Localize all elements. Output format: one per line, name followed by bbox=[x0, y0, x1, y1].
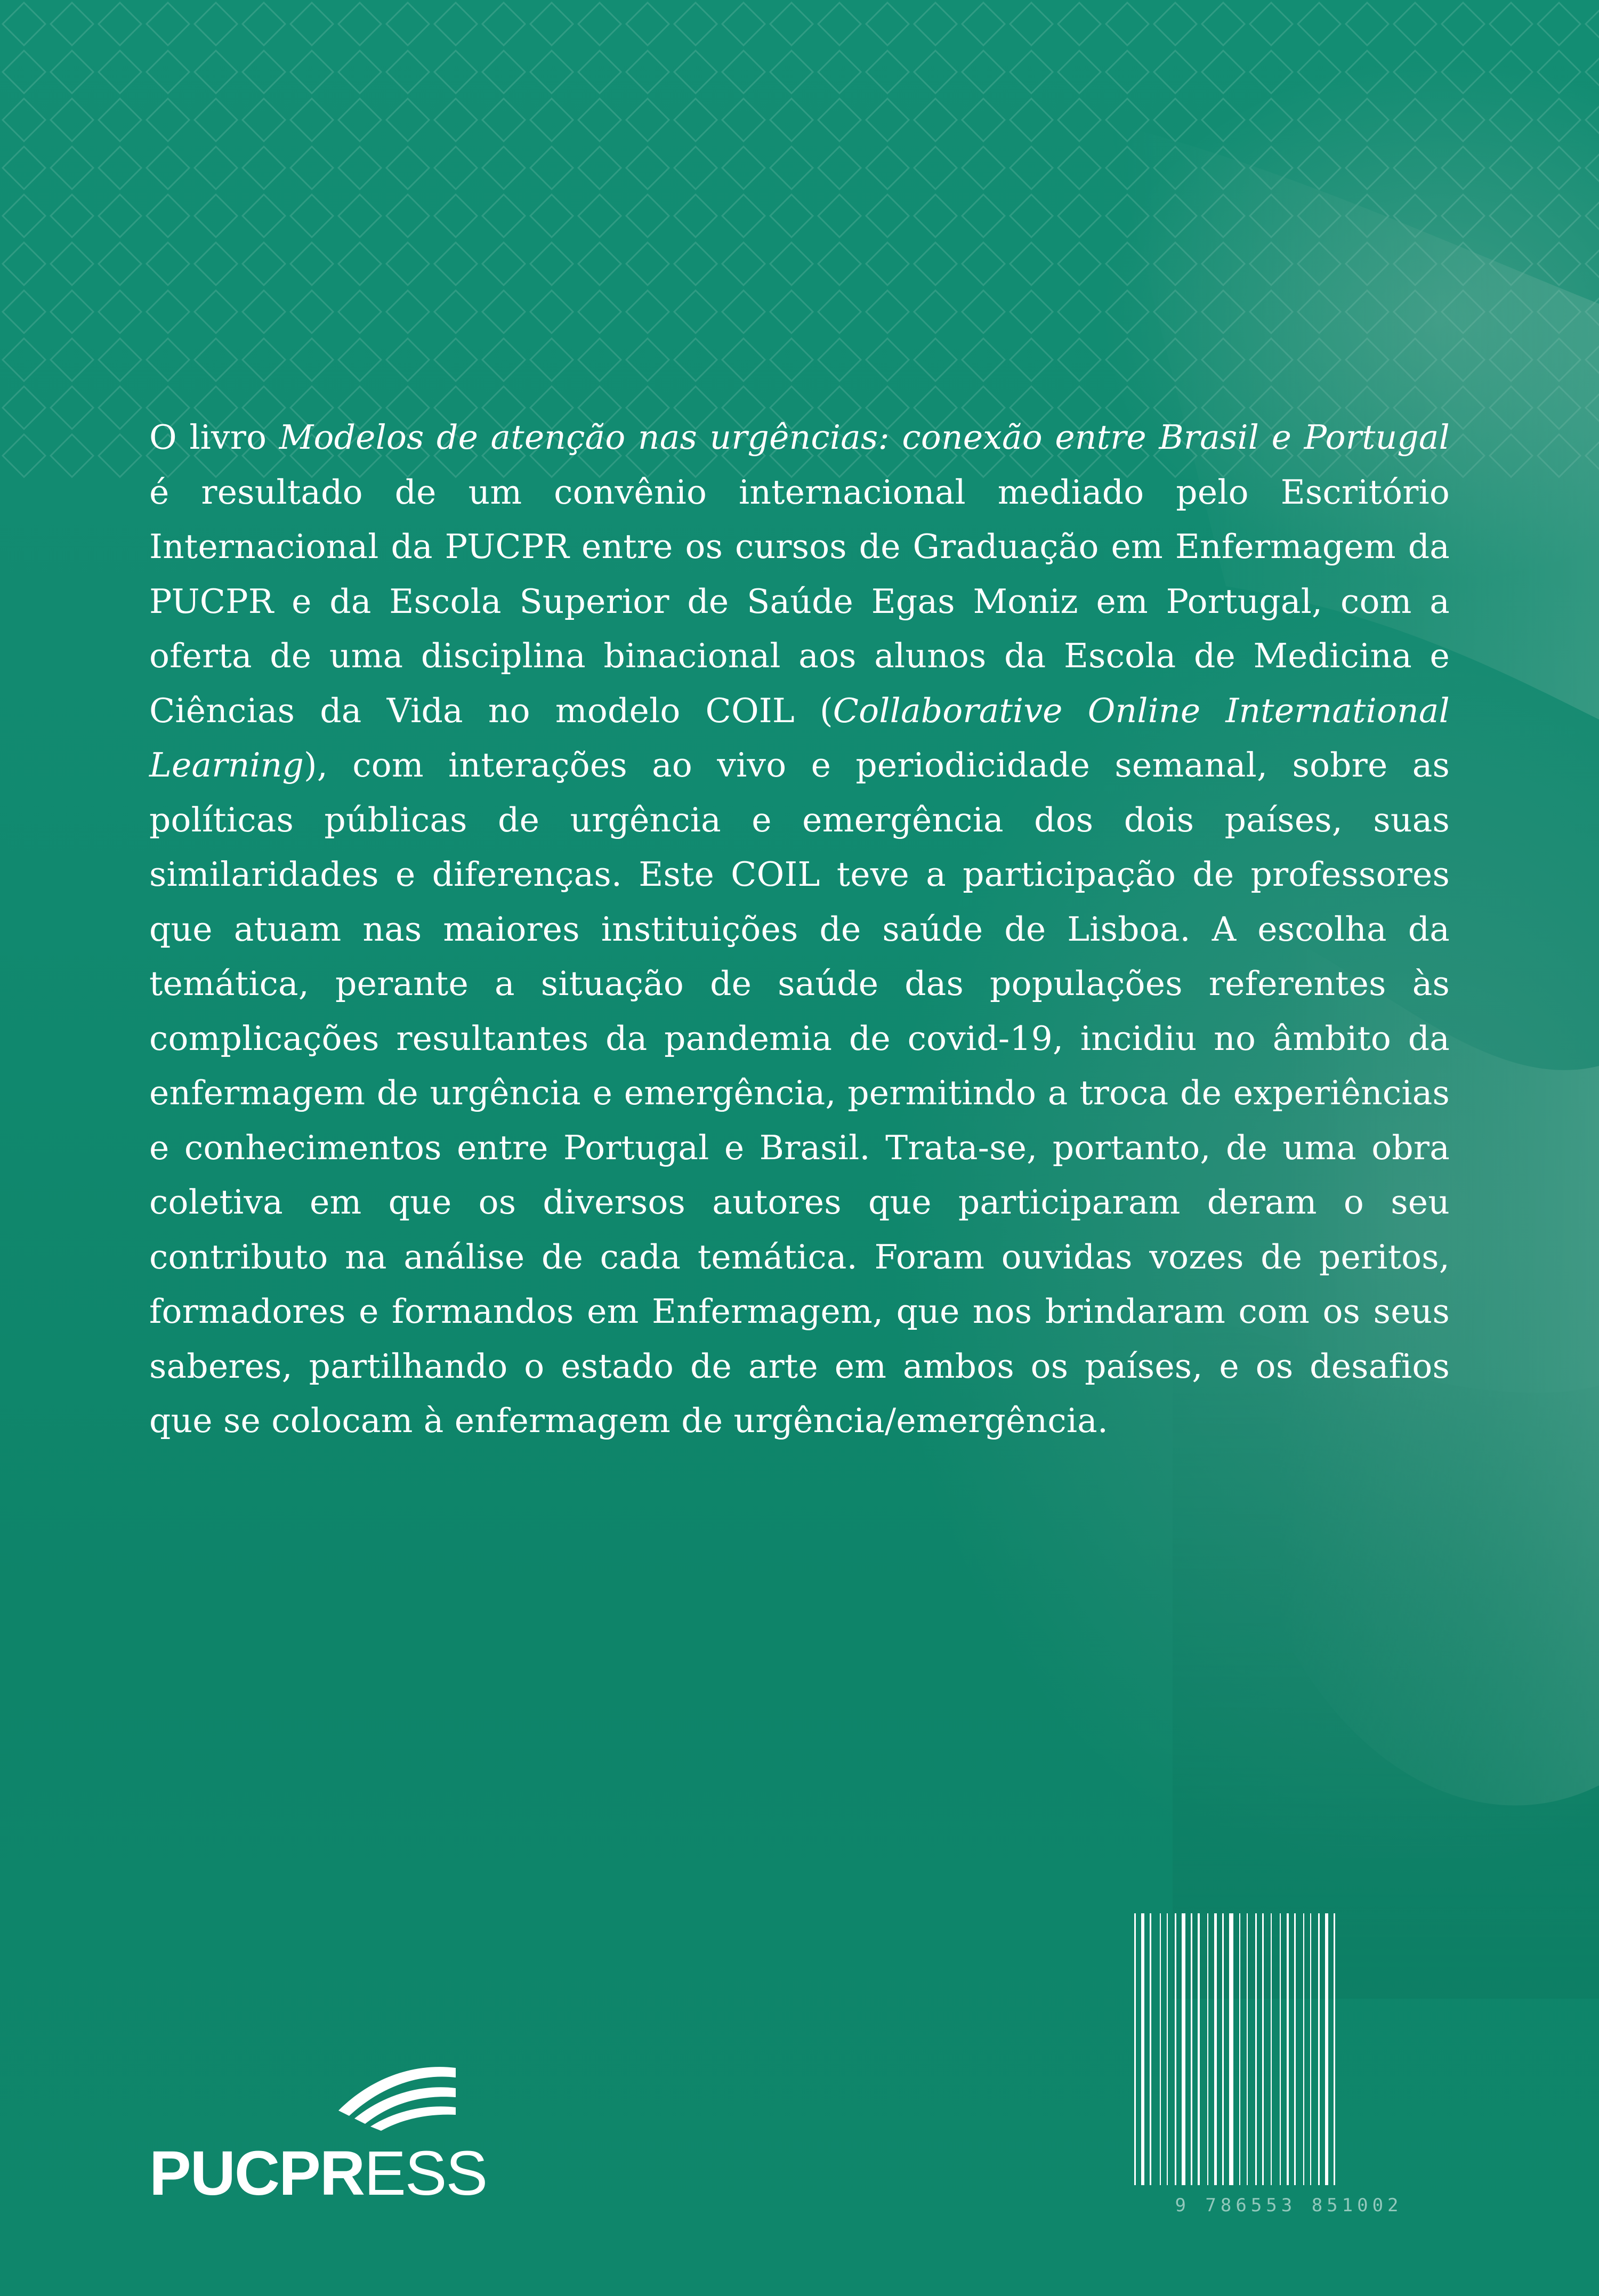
barcode-bar bbox=[1325, 1913, 1328, 2185]
barcode-icon bbox=[1129, 1913, 1449, 2233]
barcode-bar bbox=[1287, 1913, 1289, 2185]
barcode-bar bbox=[1191, 1913, 1192, 2185]
barcode-bar bbox=[1239, 1913, 1240, 2185]
barcode-bar bbox=[1303, 1913, 1304, 2185]
barcode-bar bbox=[1271, 1913, 1272, 2185]
barcode-bar bbox=[1182, 1913, 1185, 2185]
barcode-bar bbox=[1134, 1913, 1136, 2185]
barcode-bar bbox=[1222, 1913, 1224, 2185]
publisher-wordmark bbox=[149, 2137, 487, 2210]
blurb-intro: O livro bbox=[149, 418, 279, 457]
barcode-bar bbox=[1280, 1913, 1281, 2185]
barcode-bar bbox=[1214, 1913, 1217, 2185]
publisher-wordmark-bold: PUCPR bbox=[149, 2138, 365, 2209]
barcode-bar bbox=[1141, 1913, 1144, 2185]
blurb-part-1: é resultado de um convênio internacional mediado pelo Escritório Internacional da PUCPR entre os cursos de Graduação em Enfermagem da PUCPR e da Escola Superior de Saúde Egas Moniz em Portugal, com a oferta de uma disciplina binacional aos alunos da Escola de Medicina e Ciências da Vida no modelo COIL ( bbox=[149, 472, 1450, 730]
barcode-bar bbox=[1334, 1913, 1335, 2185]
barcode-bar bbox=[1198, 1913, 1200, 2185]
barcode-bar bbox=[1247, 1913, 1248, 2185]
barcode-digits: 9 786553 851002 bbox=[1175, 2195, 1403, 2216]
barcode-bar bbox=[1294, 1913, 1296, 2185]
barcode-bar bbox=[1229, 1913, 1233, 2185]
barcode-bar bbox=[1150, 1913, 1151, 2185]
barcode-bar bbox=[1310, 1913, 1311, 2185]
publisher-logo bbox=[149, 2047, 487, 2217]
barcode-bar bbox=[1255, 1913, 1257, 2185]
blurb-part-2: ), com interações ao vivo e periodicidade semanal, sobre as políticas públicas de urgência e emergência dos dois países, suas similaridades e diferenças. Este COIL teve a participação de professores que atuam nas maiores instituições de saúde de Lisboa. A escolha da temática, perante a situação de saúde das populações referentes às complicações resultantes da pandemia de covid-19, incidiu no âmbito da enfermagem de urgência e emergência, permitindo a troca de experiências e conhecimentos entre Portugal e Brasil. Trata-se, portanto, de uma obra coletiva em que os diversos autores que participaram deram o seu contributo na análise de cada temática. Foram ouvidas vozes de peritos, formadores e formandos em Enfermagem, que nos brindaram com os seus saberes, partilhando o estado de arte em ambos os países, e os desafios que se colocam à enfermagem de urgência/emergência. bbox=[149, 746, 1450, 1440]
coil-expansion-italic: Collaborative Online International Learning bbox=[149, 691, 1450, 785]
publisher-wordmark-light: ESS bbox=[364, 2138, 487, 2209]
barcode-bar bbox=[1175, 1913, 1176, 2185]
barcode-bar bbox=[1160, 1913, 1161, 2185]
barcode-bar bbox=[1318, 1913, 1320, 2185]
book-pages-icon bbox=[333, 2047, 461, 2132]
barcode-bar bbox=[1207, 1913, 1208, 2185]
book-description bbox=[149, 410, 1450, 1449]
barcode-bar bbox=[1167, 1913, 1168, 2185]
book-title-italic: Modelos de atenção nas urgências: conexão entre Brasil e Portugal bbox=[279, 418, 1450, 457]
barcode-bar bbox=[1262, 1913, 1264, 2185]
